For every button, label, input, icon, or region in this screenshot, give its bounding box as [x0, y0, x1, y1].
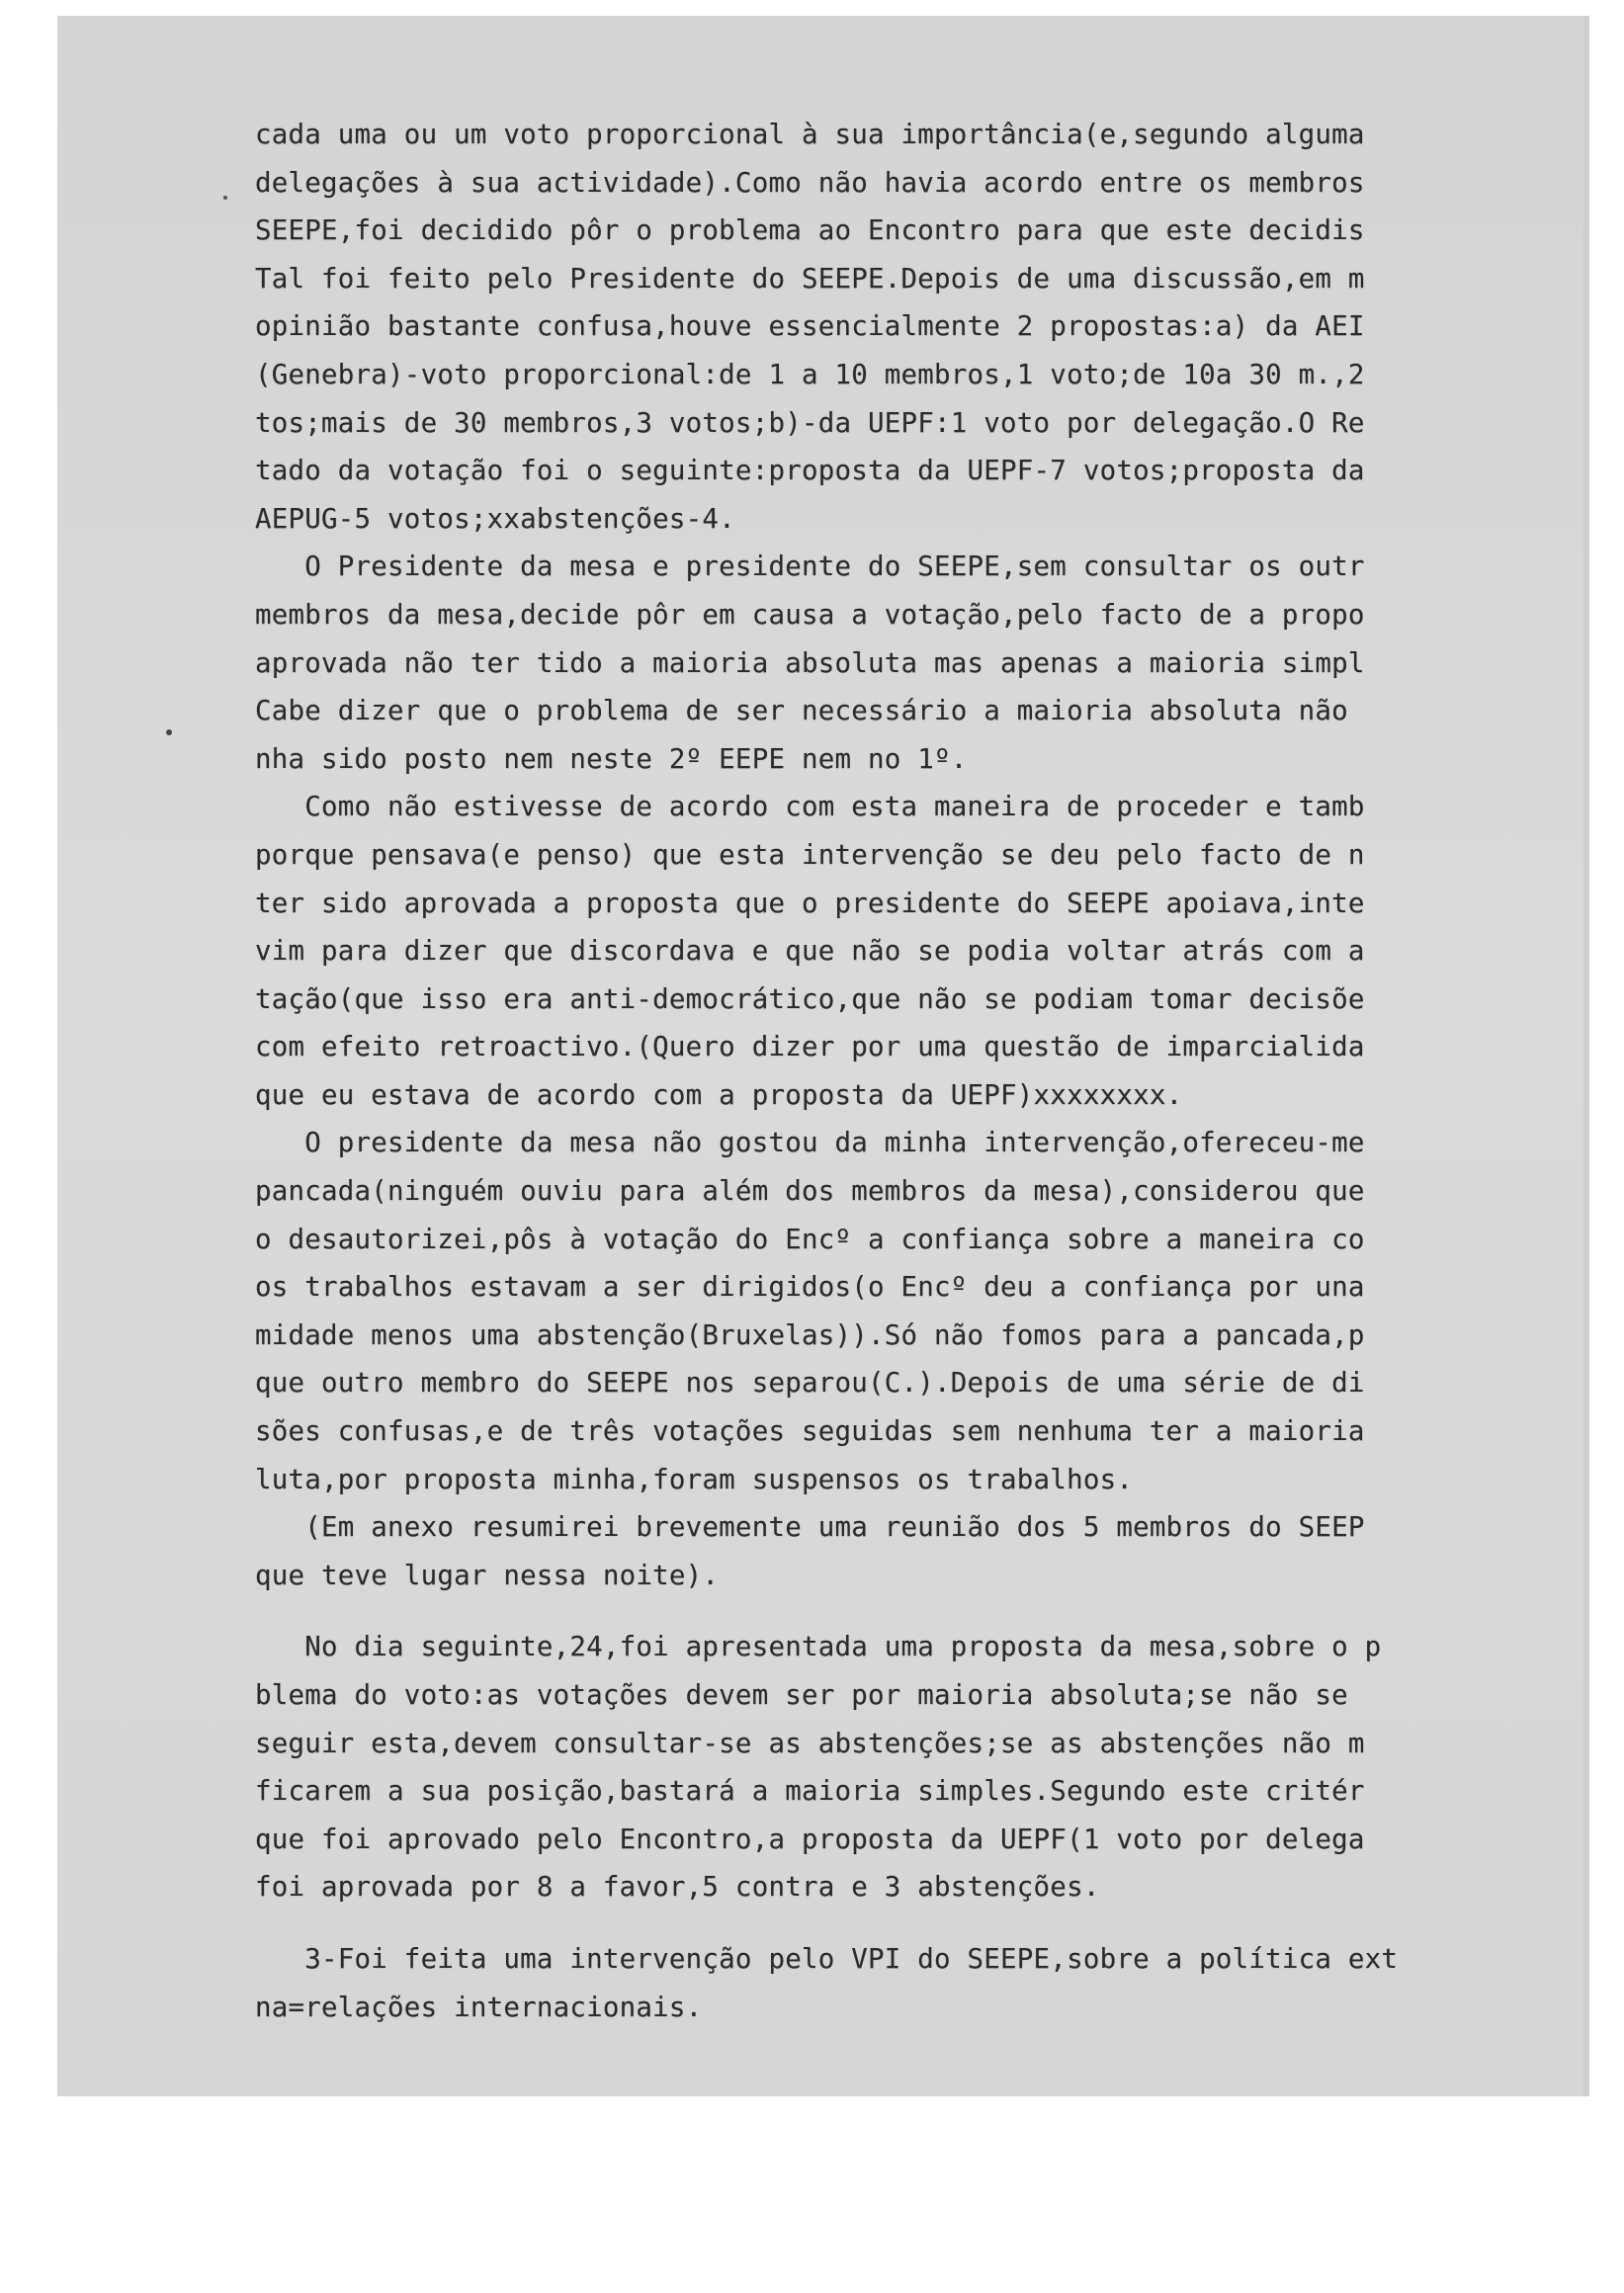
paper-edge	[1583, 16, 1589, 2096]
paragraph-gap	[255, 1911, 1580, 1935]
text-line: ter sido aprovada a proposta que o presidente do SEEPE apoiava,inte	[255, 887, 1365, 919]
text-line: os trabalhos estavam a ser dirigidos(o Encº deu a confiança por una	[255, 1271, 1365, 1304]
text-line: luta,por proposta minha,foram suspensos os trabalhos.	[255, 1463, 1134, 1495]
text-line: que outro membro do SEEPE nos separou(C.).Depois de uma série de di	[255, 1367, 1365, 1400]
text-line: pancada(ninguém ouviu para além dos membros da mesa),considerou que	[255, 1175, 1365, 1208]
text-line: Cabe dizer que o problema de ser necessário a maioria absoluta não	[255, 695, 1348, 727]
text-line: foi aprovada por 8 a favor,5 contra e 3 abstenções.	[255, 1871, 1100, 1904]
text-line: No dia seguinte,24,foi apresentada uma proposta da mesa,sobre o p	[255, 1631, 1382, 1663]
text-line: delegações à sua actividade).Como não havia acordo entre os membros	[255, 166, 1365, 199]
text-line: seguir esta,devem consultar-se as abstenções;se as abstenções não m	[255, 1727, 1365, 1759]
text-line: porque pensava(e penso) que esta intervenção se deu pelo facto de n	[255, 838, 1365, 871]
text-line: O Presidente da mesa e presidente do SEEPE,sem consultar os outr	[255, 551, 1365, 583]
text-line: cada uma ou um voto proporcional à sua importância(e,segundo alguma	[255, 119, 1365, 150]
text-line: que foi aprovado pelo Encontro,a proposta da UEPF(1 voto por delega	[255, 1823, 1365, 1855]
text-line: aprovada não ter tido a maioria absoluta mas apenas a maioria simpl	[255, 646, 1365, 679]
text-line: AEPUG-5 votos;xxabstenções-4.	[255, 502, 735, 535]
text-line: tado da votação foi o seguinte:proposta da UEPF-7 votos;proposta da	[255, 455, 1365, 487]
text-line: ficarem a sua posição,bastará a maioria simples.Segundo este critér	[255, 1775, 1365, 1808]
text-line: O presidente da mesa não gostou da minha intervenção,ofereceu-me	[255, 1127, 1365, 1159]
text-line: vim para dizer que discordava e que não se podia voltar atrás com a	[255, 935, 1365, 968]
text-line: membros da mesa,decide pôr em causa a votação,pelo facto de a propo	[255, 598, 1365, 631]
text-line: Como não estivesse de acordo com esta maneira de proceder e tamb	[255, 791, 1365, 823]
text-line: midade menos uma abstenção(Bruxelas)).Só não fomos para a pancada,p	[255, 1318, 1365, 1351]
text-line: SEEPE,foi decidido pôr o problema ao Encontro para que este decidis	[255, 214, 1365, 247]
text-line: que teve lugar nessa noite).	[255, 1559, 720, 1591]
text-line: o desautorizei,pôs à votação do Encº a confiança sobre a maneira co	[255, 1223, 1365, 1255]
text-line: opinião bastante confusa,houve essencialmente 2 propostas:a) da AEI	[255, 310, 1365, 343]
text-line: tação(que isso era anti-democrático,que não se podiam tomar decisõe	[255, 982, 1365, 1015]
text-line: tos;mais de 30 membros,3 votos;b)-da UEPF:1 voto por delegação.O Re	[255, 406, 1365, 439]
text-line: blema do voto:as votações devem ser por maioria absoluta;se não se	[255, 1679, 1348, 1711]
text-line: (Genebra)-voto proporcional:de 1 a 10 membros,1 voto;de 10a 30 m.,2	[255, 358, 1365, 390]
paragraph-gap	[255, 1599, 1580, 1623]
text-line: nha sido posto nem neste 2º EEPE nem no 1º.	[255, 742, 968, 775]
text-line: sões confusas,e de três votações seguidas sem nenhuma ter a maioria	[255, 1415, 1365, 1448]
text-line: Tal foi feito pelo Presidente do SEEPE.Depois de uma discussão,em m	[255, 262, 1365, 295]
text-line: na=relações internacionais.	[255, 1991, 703, 2023]
ink-speck	[166, 729, 172, 735]
text-line: (Em anexo resumirei brevemente uma reunião dos 5 membros do SEEP	[255, 1511, 1365, 1544]
ink-speck	[223, 196, 227, 200]
text-line: com efeito retroactivo.(Quero dizer por uma questão de imparcialida	[255, 1031, 1365, 1063]
text-line: que eu estava de acordo com a proposta da UEPF)xxxxxxxx.	[255, 1078, 1183, 1111]
typewritten-text	[255, 111, 1580, 2031]
text-line: 3-Foi feita uma intervenção pelo VPI do SEEPE,sobre a política ext	[255, 1942, 1399, 1975]
